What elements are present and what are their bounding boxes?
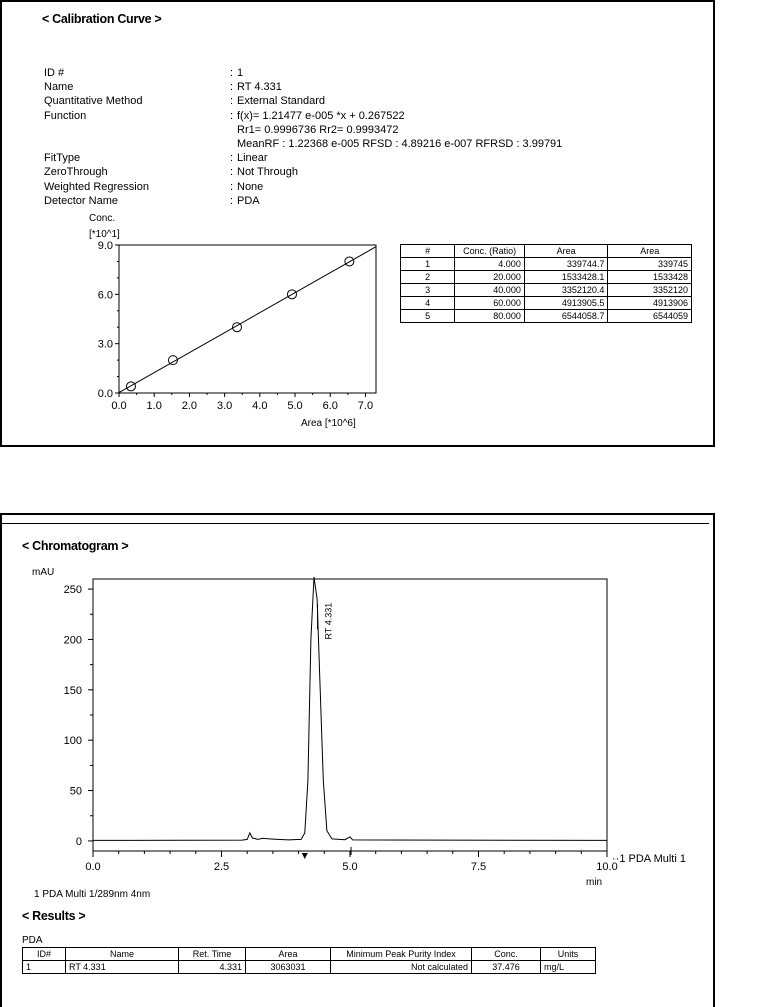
- info-key: ZeroThrough: [44, 166, 108, 179]
- x-tick-label: 7.0: [357, 400, 374, 412]
- table-cell: 4.000: [455, 258, 524, 271]
- x-tick-label: 2.5: [213, 861, 230, 873]
- calibration-table: [400, 244, 692, 323]
- table-cell: 339745: [608, 258, 692, 271]
- table-cell: 1: [401, 258, 455, 271]
- info-key: Weighted Regression: [44, 180, 149, 193]
- results-detector: PDA: [22, 935, 43, 946]
- table-cell: 4.331: [179, 961, 246, 974]
- info-value: MeanRF : 1.22368 e-005 RFSD : 4.89216 e-007 RFRSD : 3.99791: [237, 137, 563, 150]
- table-row: [401, 310, 692, 323]
- table-cell: 37.476: [472, 961, 541, 974]
- info-key: Name: [44, 81, 74, 94]
- x-tick-label: 4.0: [252, 400, 268, 412]
- chromatogram-title: < Chromatogram >: [22, 539, 129, 553]
- results-header-row: [23, 948, 596, 961]
- info-value: f(x)= 1.21477 e-005 *x + 0.267522: [237, 109, 405, 122]
- y-tick-label: 150: [63, 684, 82, 697]
- info-value: 1: [237, 67, 244, 79]
- x-tick-label: 5.0: [342, 861, 358, 873]
- table-header-row: [401, 245, 692, 258]
- y-axis-unit: [*10^1]: [89, 229, 120, 240]
- table-header: Conc.: [472, 948, 541, 961]
- table-cell: 6544058.7: [524, 310, 608, 323]
- info-value: PDA: [237, 194, 260, 207]
- table-header: Ret. Time: [179, 948, 246, 961]
- info-key: ID #: [44, 67, 65, 79]
- y-tick-label: 0.0: [97, 388, 113, 400]
- table-cell: RT 4.331: [66, 961, 179, 974]
- table-row: [401, 297, 692, 310]
- y-tick-label: 0: [75, 835, 82, 848]
- table-row: [401, 271, 692, 284]
- table-cell: 2: [401, 271, 455, 284]
- trace-label: ··1 PDA Multi 1: [612, 853, 686, 865]
- calibration-title: < Calibration Curve >: [42, 12, 162, 26]
- info-value: RT 4.331: [237, 81, 282, 94]
- y-tick-label: 200: [63, 634, 82, 647]
- table-cell: 5: [401, 310, 455, 323]
- y-tick-label: 6.0: [97, 289, 113, 302]
- table-cell: 4: [401, 297, 455, 310]
- table-header: Area: [524, 245, 608, 258]
- table-cell: 3063031: [246, 961, 331, 974]
- x-tick-label: 10.0: [596, 861, 618, 873]
- table-row: [401, 258, 692, 271]
- x-tick-label: 0.0: [85, 861, 101, 873]
- table-header: Area: [608, 245, 692, 258]
- table-header: ID#: [23, 948, 66, 961]
- info-value: External Standard: [237, 95, 326, 108]
- y-axis-label: Conc.: [89, 213, 116, 224]
- table-cell: 339744.7: [524, 258, 608, 271]
- table-cell: 60.000: [455, 297, 524, 310]
- table-cell: 40.000: [455, 284, 524, 297]
- plot-frame: [93, 579, 607, 851]
- x-tick-label: 2.0: [181, 400, 198, 412]
- results-title: < Results >: [22, 909, 86, 923]
- data-point: [126, 382, 135, 391]
- table-cell: 3352120: [608, 284, 692, 297]
- fit-line: [119, 247, 376, 393]
- table-row: [401, 284, 692, 297]
- info-value: Linear: [237, 152, 268, 165]
- y-tick-label: 9.0: [97, 240, 113, 252]
- x-tick-label: 3.0: [216, 400, 233, 412]
- table-cell: mg/L: [541, 961, 596, 974]
- table-cell: 1533428: [608, 271, 692, 284]
- calibration-chart: [2, 2, 713, 445]
- table-cell: 4913905.5: [524, 297, 608, 310]
- info-value: None: [237, 180, 264, 193]
- y-axis-label: mAU: [32, 567, 55, 578]
- x-axis-label: min: [586, 877, 603, 888]
- chromatogram-panel: [0, 513, 715, 1007]
- info-key: Quantitative Method: [44, 95, 143, 108]
- table-header: Area: [246, 948, 331, 961]
- x-tick-label: 6.0: [322, 400, 338, 412]
- y-tick-label: 50: [69, 785, 82, 798]
- table-header: Minimum Peak Purity Index: [331, 948, 472, 961]
- info-key: Detector Name: [44, 194, 118, 207]
- table-header: Name: [66, 948, 179, 961]
- y-tick-label: 100: [63, 735, 82, 748]
- info-value: Not Through: [237, 166, 298, 179]
- table-cell: 1: [23, 961, 66, 974]
- info-value: Rr1= 0.9996736 Rr2= 0.9993472: [237, 123, 399, 136]
- table-cell: 3352120.4: [524, 284, 608, 297]
- table-cell: 1533428.1: [524, 271, 608, 284]
- chromatogram-trace: [93, 577, 607, 840]
- table-cell: 3: [401, 284, 455, 297]
- info-key: FitType: [44, 152, 81, 165]
- x-tick-label: 5.0: [287, 400, 303, 412]
- y-tick-label: 3.0: [97, 338, 113, 351]
- table-cell: 6544059: [608, 310, 692, 323]
- peak-start-marker: [302, 853, 308, 859]
- table-cell: 20.000: [455, 271, 524, 284]
- table-cell: 4913906: [608, 297, 692, 310]
- info-key: Function: [44, 109, 87, 122]
- chromatogram-chart: [2, 515, 713, 895]
- results-row: [23, 961, 596, 974]
- x-tick-label: 0.0: [111, 400, 127, 412]
- table-header: #: [401, 245, 455, 258]
- detector-note: 1 PDA Multi 1/289nm 4nm: [34, 889, 151, 900]
- x-tick-label: 1.0: [146, 400, 162, 412]
- table-cell: 80.000: [455, 310, 524, 323]
- x-tick-label: 7.5: [470, 861, 487, 873]
- table-header: Units: [541, 948, 596, 961]
- x-axis-label: Area [*10^6]: [301, 418, 356, 429]
- table-cell: Not calculated: [331, 961, 472, 974]
- results-table: [22, 947, 596, 974]
- y-tick-label: 250: [63, 584, 82, 597]
- calibration-curve-panel: < Calibration Curve > ID # : 1 Name : RT 4.331 Quantitative Method : External Standard Function : f(x)= 1.21477 e-005 *x + 0.267522 Rr1= 0.9996736 Rr2= 0.9993472 MeanRF : 1.22368 e-005 RFSD : 4.89216 e-007 RFRSD : 3.99791 FitType : Linear ZeroThrough : Not Through Weighted Regression : None Detector Name : PDA Conc. [*10^1] 0.0 3.0 6.0 9.0 0.0 1.0 2.0 3.0 4.0 5.0 6.0 7.0 Area [*10^6] # Conc. (Ratio) Area Area 1 4.000 339744.7 339745 2 20.000 1533428.1 1533428 3 40.000 3352120.4 3352120 4 60.000 4913905.5 4913906 5 80.000 6544058.7 6544059: [0, 0, 715, 447]
- table-header: Conc. (Ratio): [455, 245, 524, 258]
- peak-label: RT 4.331: [323, 602, 334, 640]
